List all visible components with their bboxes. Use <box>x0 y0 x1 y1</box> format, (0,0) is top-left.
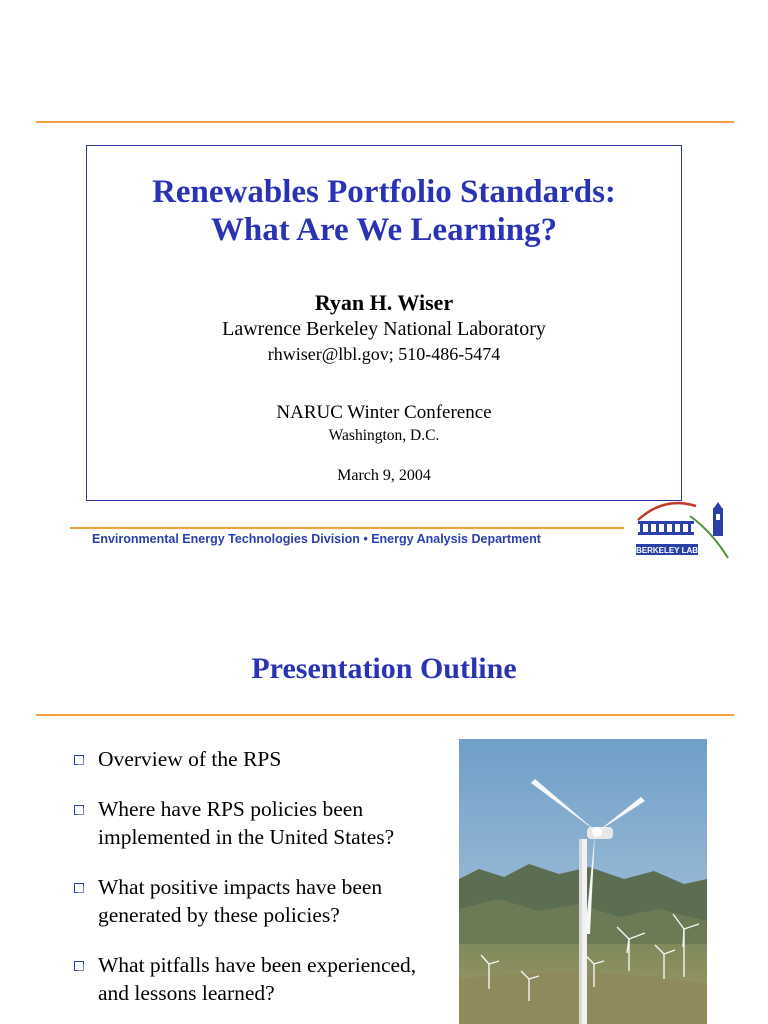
footer-divider <box>70 527 624 529</box>
hollow-square-bullet-icon <box>74 805 84 815</box>
outline-item <box>72 745 452 773</box>
outline-list <box>72 745 452 1024</box>
outline-item-text: Overview of the RPS <box>98 747 282 771</box>
wind-turbines-photo <box>459 739 707 1024</box>
author-name: Ryan H. Wiser <box>314 290 454 315</box>
outline-item-text: Where have RPS policies been implemented in the United States? <box>98 797 395 849</box>
outline-item <box>72 951 452 1007</box>
berkeley-lab-logo <box>634 500 732 562</box>
author-contact: rhwiser@lbl.gov; 510-486-5474 <box>267 344 501 364</box>
slide-title-line-1: Renewables Portfolio Standards: <box>152 174 616 210</box>
title-box <box>86 145 682 501</box>
outline-item-text: What pitfalls have been experienced, and lessons learned? <box>98 953 417 1005</box>
outline-title: Presentation Outline <box>251 652 517 685</box>
outline-item <box>72 795 452 851</box>
top-divider <box>36 121 734 123</box>
conference-name: NARUC Winter Conference <box>276 402 492 423</box>
footer-division-text: Environmental Energy Technologies Division • Energy Analysis Department <box>92 532 541 546</box>
conference-location: Washington, D.C. <box>328 427 440 444</box>
hollow-square-bullet-icon <box>74 755 84 765</box>
outline-item-text: What positive impacts have been generated by these policies? <box>98 875 383 927</box>
presentation-date: March 9, 2004 <box>337 467 431 484</box>
author-affiliation: Lawrence Berkeley National Laboratory <box>222 318 546 340</box>
hollow-square-bullet-icon <box>74 961 84 971</box>
outline-divider <box>36 714 734 716</box>
hollow-square-bullet-icon <box>74 883 84 893</box>
logo-text: BERKELEY LAB <box>635 546 699 555</box>
slide-title-line-2: What Are We Learning? <box>210 212 558 248</box>
outline-item <box>72 873 452 929</box>
